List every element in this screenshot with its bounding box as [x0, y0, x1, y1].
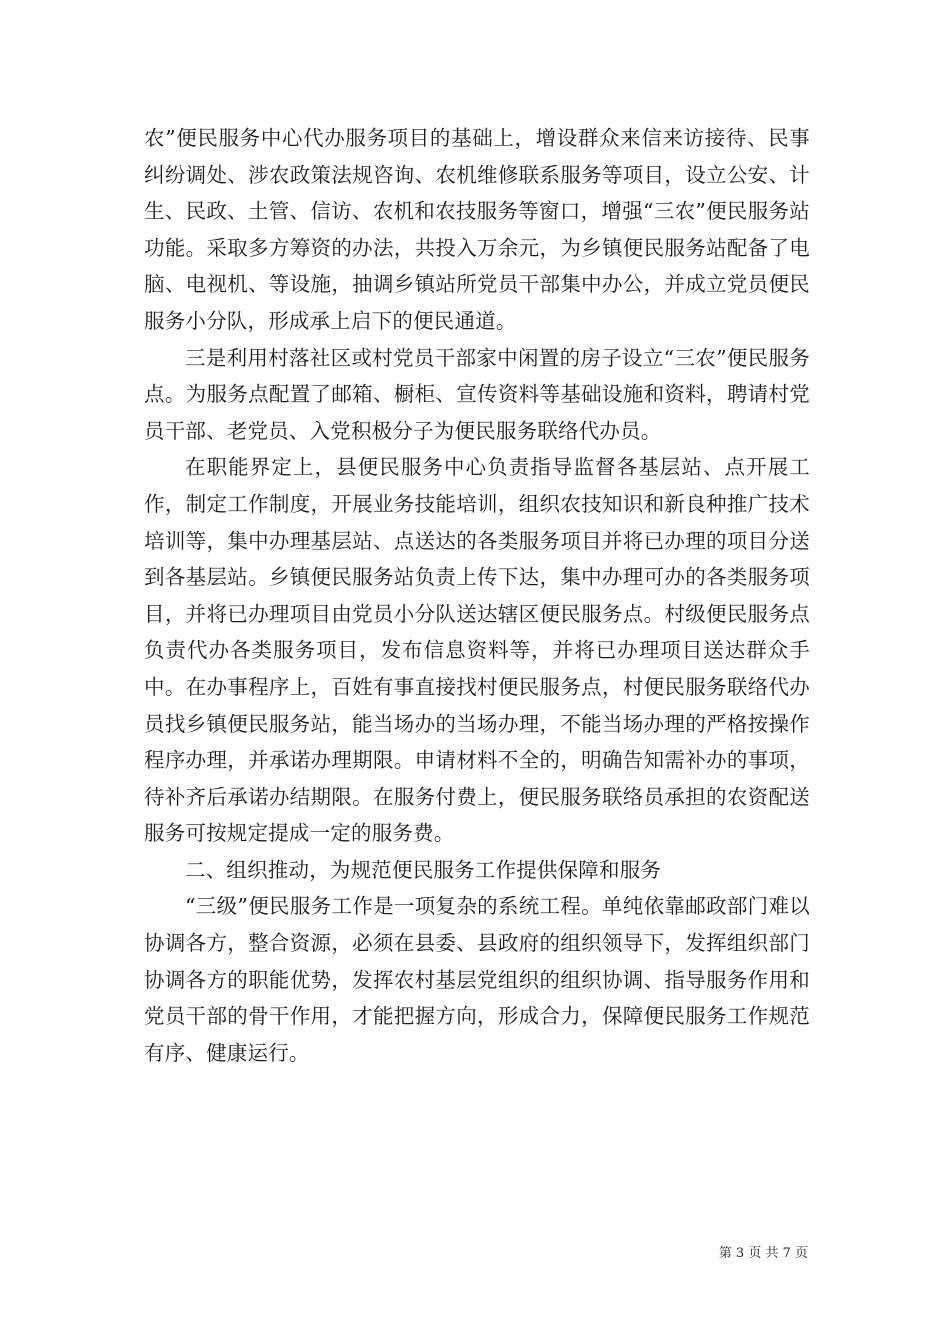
section-heading: 二、组织推动，为规范便民服务工作提供保障和服务 — [185, 857, 662, 882]
paragraph-continuation: 农”便民服务中心代办服务项目的基础上，增设群众来信来访接待、民事纠纷调处、涉农政策法规咨询、农机维修联系服务等项目，设立公安、计生、民政、土管、信访、农机和农技服务等窗口，增强“三农”便民服务站功能。采取多方筹资的办法，共投入万余元，为乡镇便民服务站配备了电脑、电视机、等设施，抽调乡镇站所党员干部集中办公，并成立党员便民服务小分队，形成承上启下的便民通道。 — [144, 126, 810, 333]
page-number-footer: 第 3 页 共 7 页 — [718, 1246, 808, 1261]
paragraph-organization: “三级”便民服务工作是一项复杂的系统工程。单纯依靠邮政部门难以协调各方，整合资源，必须在县委、县政府的组织领导下，发挥组织部门协调各方的职能优势，发挥农村基层党组织的组织协调、指导服务作用和党员干部的骨干作用，才能把握方向，形成合力，保障便民服务工作规范有序、健康运行。 — [144, 894, 810, 1065]
document-body — [144, 120, 810, 1071]
paragraph-function-definition: 在职能界定上，县便民服务中心负责指导监督各基层站、点开展工作，制定工作制度，开展业务技能培训，组织农技知识和新良种推广技术培训等，集中办理基层站、点送达的各类服务项目并将已办理的项目分送到各基层站。乡镇便民服务站负责上传下达，集中办理可办的各类服务项目，并将已办理项目由党员小分队送达辖区便民服务点。村级便民服务点负责代办各类服务项目，发布信息资料等，并将已办理项目送达群众手中。在办事程序上，百姓有事直接找村便民服务点，村便民服务联络代办员找乡镇便民服务站，能当场办的当场办理，不能当场办理的严格按操作程序办理，并承诺办理期限。申请材料不全的，明确告知需补办的事项，待补齐后承诺办结期限。在服务付费上，便民服务联络员承担的农资配送服务可按规定提成一定的服务费。 — [144, 455, 810, 846]
paragraph-service-points: 三是利用村落社区或村党员干部家中闲置的房子设立“三农”便民服务点。为服务点配置了邮箱、橱柜、宣传资料等基础设施和资料，聘请村党员干部、老党员、入党积极分子为便民服务联络代办员。 — [144, 345, 810, 443]
